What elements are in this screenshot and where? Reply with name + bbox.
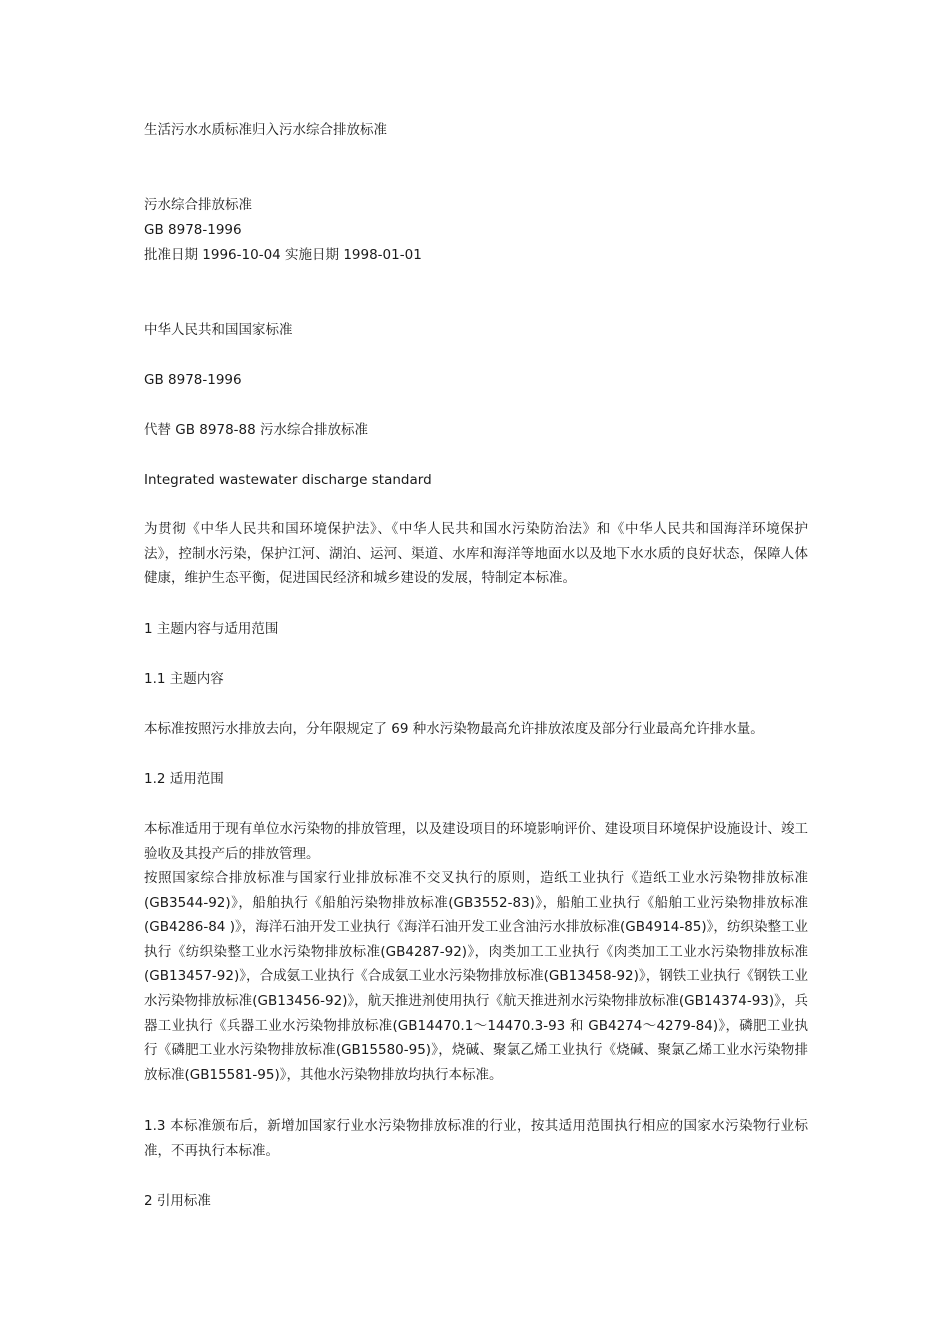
section-1-3-paragraph: 1.3 本标准颁布后，新增加国家行业水污染物排放标准的行业，按其适用范围执行相应的国家水污染物行业标准，不再执行本标准。 [144, 1118, 808, 1159]
section-1-1-body: 本标准按照污水排放去向，分年限规定了 69 种水污染物最高允许排放浓度及部分行业最高允许排水量。 [144, 721, 764, 737]
document-heading: 生活污水水质标准归入污水综合排放标准 [144, 122, 387, 138]
english-title: Integrated wastewater discharge standard [144, 472, 432, 488]
section-1-1-heading: 1.1 主题内容 [144, 671, 224, 687]
preamble-paragraph: 为贯彻《中华人民共和国环境保护法》、《中华人民共和国水污染防治法》和《中华人民共和国海洋环境保护法》，控制水污染，保护江河、湖泊、运河、渠道、水库和海洋等地面水以及地下水水质的良好状态，保障人体健康，维护生态平衡，促进国民经济和城乡建设的发展，特制定本标准。 [144, 521, 808, 587]
section-1-2-body-1: 本标准适用于现有单位水污染物的排放管理，以及建设项目的环境影响评价、建设项目环境保护设施设计、竣工验收及其投产后的排放管理。 [144, 821, 808, 862]
section-1-heading: 1 主题内容与适用范围 [144, 621, 279, 637]
standard-code: GB 8978-1996 [144, 222, 242, 238]
section-1-2-heading: 1.2 适用范围 [144, 771, 224, 787]
standard-name: 污水综合排放标准 [144, 197, 252, 213]
replaces-line: 代替 GB 8978-88 污水综合排放标准 [144, 422, 369, 438]
standard-dates: 批准日期 1996-10-04 实施日期 1998-01-01 [144, 247, 422, 263]
national-standard-label: 中华人民共和国国家标准 [144, 322, 293, 338]
section-1-2-body-2: 按照国家综合排放标准与国家行业排放标准不交叉执行的原则，造纸工业执行《造纸工业水污染物排放标准(GB3544-92)》，船舶执行《船舶污染物排放标准(GB3552-83)》，船舶工业执行《船舶工业污染物排放标准(GB4286-84 )》，海洋石油开发工业执行《海洋石油开发工业含油污水排放标准(GB4914-85)》，纺织染整工业执行《纺织染整工业水污染物排放标准(GB4287-92)》，肉类加工工业执行《肉类加工工业水污染物排放标准(GB13457-92)》，合成氨工业执行《合成氨工业水污染物排放标准(GB13458-92)》，钢铁工业执行《钢铁工业水污染物排放标准(GB13456-92)》，航天推进剂使用执行《航天推进剂水污染物排放标准(GB14374-93)》，兵器工业执行《兵器工业水污染物排放标准(GB14470.1～14470.3-93 和 GB4274～4279-84)》，磷肥工业执行《磷肥工业水污染物排放标准(GB15580-95)》，烧碱、聚氯乙烯工业执行《烧碱、聚氯乙烯工业水污染物排放标准(GB15581-95)》，其他水污染物排放均执行本标准。 [144, 870, 808, 1083]
section-2-heading: 2 引用标准 [144, 1193, 211, 1209]
standard-code-repeat: GB 8978-1996 [144, 372, 242, 388]
